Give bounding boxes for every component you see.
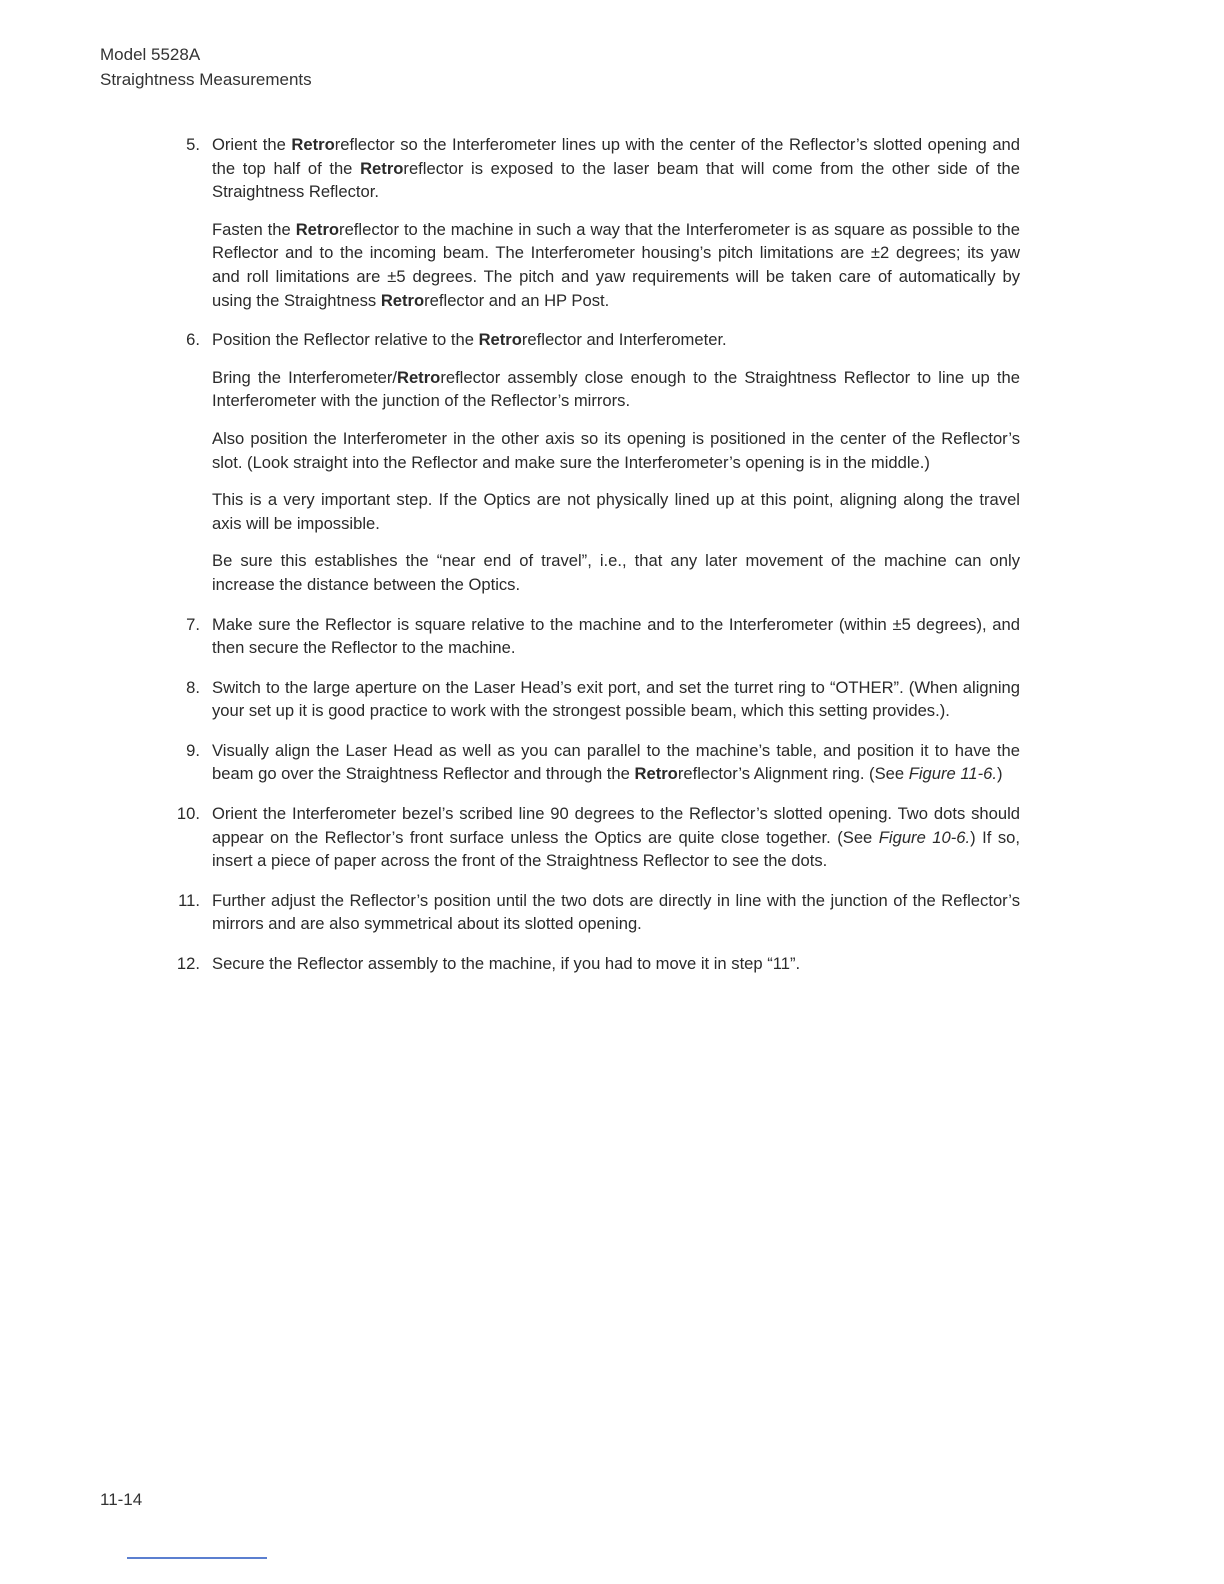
procedure-steps: [170, 133, 1020, 976]
step-paragraph: [212, 676, 1020, 723]
text-run: Orient the Interferometer bezel’s scribed line 90 degrees to the Reflector’s slotted opening. Two dots should appear on the Reflector’s front surface unless the Optics are quite close together. (See: [212, 804, 1020, 847]
text-run: Visually align the Laser Head as well as you can parallel to the machine’s table, and position it to have the beam go over the Straightness Reflector and through the: [212, 740, 1020, 784]
step-number: 5.: [186, 135, 200, 154]
text-run: Orient the: [212, 135, 292, 154]
step-paragraph: [212, 889, 1020, 936]
step-paragraph: [212, 952, 1020, 976]
text-run: Make sure the Reflector is square relative to the machine and to the Interferometer (within ±5 degrees), and then secure the Reflector to the machine.: [212, 614, 1020, 658]
text-run: reflector to the machine in such a way that the Interferometer is as square as possible to the Reflector and to the incoming beam. The Interferometer housing’s pitch limitations are ±2 degrees; its yaw and roll limitations are ±5 degrees. The pitch and yaw requirements will be taken care of automatically by using the Straightness: [212, 219, 1020, 310]
step-paragraph: [212, 549, 1020, 596]
header-model: Model 5528A: [100, 45, 201, 64]
procedure-step: [170, 802, 1020, 873]
text-run: ) If so, insert a piece of paper across the front of the Straightness Reflector to see the dots.: [212, 827, 1021, 871]
procedure-step: [170, 739, 1020, 786]
bold-term: Retro: [396, 367, 441, 387]
procedure-step: [170, 889, 1020, 936]
text-run: reflector’s Alignment ring. (See: [677, 764, 909, 784]
bold-term: Retro: [634, 764, 678, 784]
text-run: Further adjust the Reflector’s position until the two dots are directly in line with the junction of the Reflector’s mirrors and are also symmetrical about its slotted opening.: [212, 890, 1020, 934]
step-paragraph: [212, 366, 1020, 413]
text-run: This is a very important step. If the Optics are not physically lined up at this point, aligning along the travel axis will be impossible.: [212, 490, 1020, 533]
procedure-step: [170, 328, 1020, 596]
text-run: Also position the Interferometer in the other axis so its opening is positioned in the center of the Reflector’s slot. (Look straight into the Reflector and make sure the Interferometer’s opening is in the middle.): [212, 428, 1020, 472]
figure-reference: Figure 11-6.: [908, 764, 997, 784]
step-paragraph: [212, 613, 1020, 660]
bold-term: Retro: [295, 219, 340, 239]
step-number: 8.: [186, 677, 200, 697]
procedure-step: [170, 676, 1020, 723]
step-paragraph: [212, 488, 1020, 535]
text-run: reflector and Interferometer.: [521, 330, 727, 350]
text-run: reflector so the Interferometer lines up with the center of the Reflector’s slotted opening and the top half of the: [212, 135, 1021, 178]
procedure-step: [170, 952, 1020, 976]
step-number: 6.: [186, 330, 200, 350]
step-number: 11.: [178, 890, 200, 910]
step-paragraph: [212, 427, 1020, 474]
text-run: Bring the Interferometer/: [212, 367, 397, 387]
step-paragraph: [212, 133, 1020, 204]
procedure-step: [170, 133, 1020, 312]
text-run: reflector is exposed to the laser beam that will come from the other side of the Straightness Reflector.: [212, 158, 1020, 202]
step-paragraph: [212, 802, 1020, 873]
page-number: 11-14: [100, 1490, 143, 1509]
bold-term: Retro: [380, 290, 425, 310]
step-number: 12.: [176, 954, 200, 974]
bold-term: Retro: [478, 330, 522, 350]
text-run: Be sure this establishes the “near end of travel”, i.e., that any later movement of the machine can only increase the distance between the Optics.: [212, 551, 1020, 594]
bold-term: Retro: [360, 158, 404, 178]
text-run: Fasten the: [212, 219, 296, 239]
step-paragraph: [212, 328, 1020, 352]
step-number: 9.: [186, 740, 200, 760]
text-run: Secure the Reflector assembly to the machine, if you had to move it in step “11”.: [212, 954, 801, 974]
running-header: [100, 42, 312, 92]
footer-rule: [127, 1557, 267, 1559]
figure-reference: Figure 10-6.: [878, 827, 971, 847]
bold-term: Retro: [291, 135, 335, 154]
text-run: reflector and an HP Post.: [424, 290, 610, 310]
step-paragraph: [212, 218, 1020, 312]
procedure-step: [170, 613, 1020, 660]
text-run: Switch to the large aperture on the Laser Head’s exit port, and set the turret ring to “OTHER”. (When aligning your set up it is good practice to work with the strongest possible beam, which this setting provides.).: [212, 677, 1020, 721]
step-number: 10.: [176, 804, 200, 824]
text-run: reflector assembly close enough to the Straightness Reflector to line up the Interferometer with the junction of the Reflector’s mirrors.: [212, 367, 1020, 411]
text-run: Position the Reflector relative to the: [212, 330, 479, 350]
step-paragraph: [212, 739, 1020, 786]
text-run: ): [996, 764, 1003, 784]
step-number: 7.: [186, 614, 200, 634]
header-section: Straightness Measurements: [100, 70, 312, 89]
